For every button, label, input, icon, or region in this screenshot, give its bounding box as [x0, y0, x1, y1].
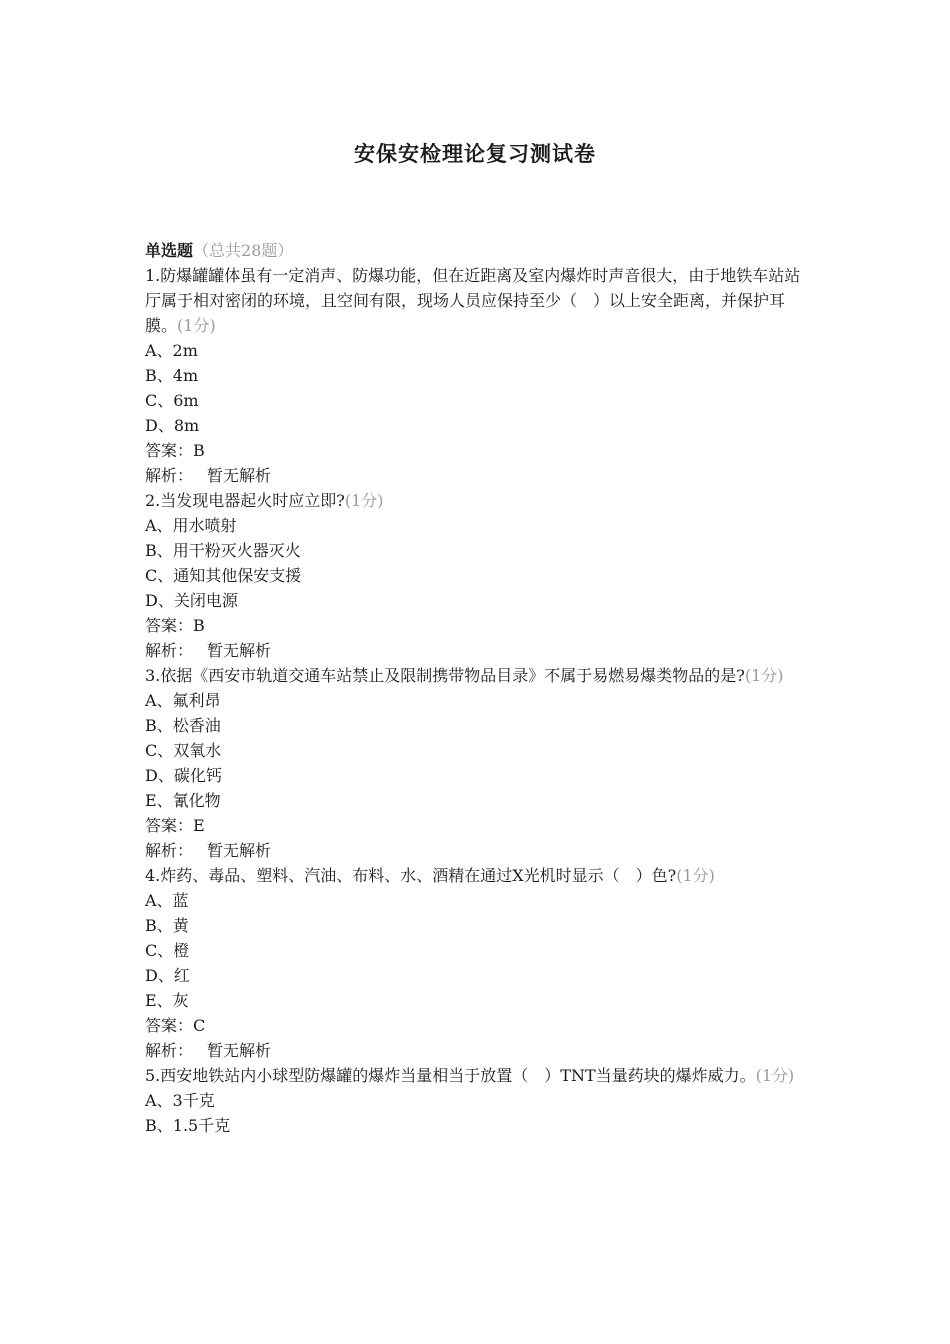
question-text [145, 663, 805, 688]
document-title: 安保安检理论复习测试卷 [354, 141, 596, 166]
answer-line [145, 1013, 805, 1038]
analysis-label: 解析： [145, 466, 194, 485]
analysis-line [145, 638, 805, 663]
option-a: A、氟利昂 [145, 691, 221, 710]
question-list [145, 238, 805, 1138]
question-text [145, 863, 805, 888]
answer-label: 答案： [145, 1016, 194, 1035]
section-header [145, 238, 805, 263]
answer-line [145, 813, 805, 838]
analysis-line [145, 1038, 805, 1063]
option-a: A、3千克 [145, 1091, 215, 1110]
option-a: A、2m [145, 341, 198, 360]
answer-value: E [193, 816, 205, 835]
analysis-label: 解析： [145, 641, 194, 660]
analysis-label: 解析： [145, 1041, 194, 1060]
analysis-value: 暂无解析 [207, 841, 272, 860]
analysis-value: 暂无解析 [207, 466, 272, 485]
option-b: B、用干粉灭火器灭火 [145, 541, 301, 560]
question-text [145, 488, 805, 513]
option-a: A、用水喷射 [145, 516, 237, 535]
question-1 [145, 263, 805, 488]
answer-line [145, 438, 805, 463]
option-c: C、双氧水 [145, 741, 222, 760]
question-stem: 3.依据《西安市轨道交通车站禁止及限制携带物品目录》不属于易燃易爆类物品的是? [145, 666, 745, 685]
question-4 [145, 863, 805, 1063]
answer-value: B [193, 616, 205, 635]
answer-value: B [193, 441, 205, 460]
answer-label: 答案： [145, 816, 194, 835]
answer-line [145, 613, 805, 638]
option-b: B、黄 [145, 916, 189, 935]
question-stem: 5.西安地铁站内小球型防爆罐的爆炸当量相当于放置（ ）TNT当量药块的爆炸威力。 [145, 1066, 756, 1085]
question-score: (1分) [177, 316, 216, 335]
analysis-line [145, 838, 805, 863]
analysis-label: 解析： [145, 841, 194, 860]
question-score: (1分) [344, 491, 384, 510]
question-3 [145, 663, 805, 863]
question-stem: 1.防爆罐罐体虽有一定消声、防爆功能，但在近距离及室内爆炸时声音很大，由于地铁车站站厅属于相对密闭的环境，且空间有限，现场人员应保持至少（ ）以上安全距离，并保护耳膜。 [145, 266, 801, 335]
option-c: C、6m [145, 391, 199, 410]
answer-label: 答案： [145, 616, 194, 635]
analysis-line [145, 463, 805, 488]
answer-label: 答案： [145, 441, 194, 460]
section-count: （总共28题） [193, 241, 294, 260]
option-d: D、碳化钙 [145, 766, 222, 785]
analysis-value: 暂无解析 [207, 641, 272, 660]
answer-value: C [193, 1016, 206, 1035]
option-a: A、蓝 [145, 891, 189, 910]
option-b: B、4m [145, 366, 199, 385]
question-score: (1分) [744, 666, 784, 685]
section-label: 单选题 [145, 241, 194, 260]
option-c: C、通知其他保安支援 [145, 566, 302, 585]
question-5 [145, 1063, 805, 1138]
option-b: B、1.5千克 [145, 1116, 231, 1135]
option-e: E、氰化物 [145, 791, 221, 810]
option-d: D、红 [145, 966, 190, 985]
question-text [145, 263, 805, 338]
analysis-value: 暂无解析 [207, 1041, 272, 1060]
question-stem: 2.当发现电器起火时应立即? [145, 491, 345, 510]
option-c: C、橙 [145, 941, 190, 960]
question-score: (1分) [676, 866, 715, 885]
question-2 [145, 488, 805, 663]
question-score: (1分) [755, 1066, 795, 1085]
question-text [145, 1063, 805, 1088]
option-e: E、灰 [145, 991, 189, 1010]
option-d: D、关闭电源 [145, 591, 238, 610]
option-d: D、8m [145, 416, 200, 435]
question-stem: 4.炸药、毒品、塑料、汽油、布料、水、酒精在通过X光机时显示（ ）色? [145, 866, 677, 885]
option-b: B、松香油 [145, 716, 221, 735]
